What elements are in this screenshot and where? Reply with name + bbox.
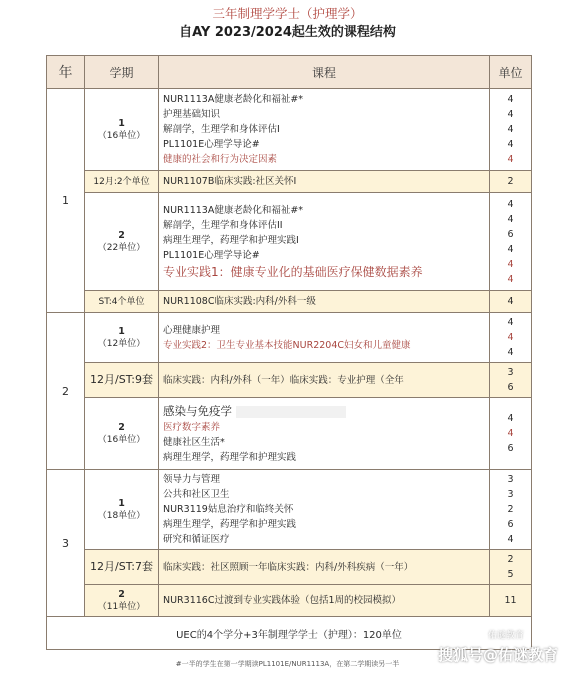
term-number: 2: [118, 229, 125, 241]
title-line-2: 自AY 2023/2024起生效的课程结构: [179, 25, 396, 40]
footnote: #一半的学生在第一学期读PL1101E/NUR1113A，在第二学期读另一半: [175, 660, 400, 668]
unit-list: [490, 398, 532, 470]
unit-value: 4: [507, 154, 514, 165]
term-cell: [85, 193, 159, 291]
term-units: （12单位）: [97, 338, 146, 349]
course-item: 临床实践：社区照顾一年临床实践：内科/外科疾病（一年）: [159, 550, 490, 585]
term-cell: [85, 398, 159, 470]
term-units: （11单位）: [97, 601, 146, 612]
course-item: NUR1107B临床实践:社区关怀I: [159, 171, 490, 193]
course-item: 领导力与管理: [163, 474, 221, 485]
course-item: PL1101E心理学导论#: [163, 249, 260, 261]
term-cell: [85, 585, 159, 617]
unit-list: [490, 550, 532, 585]
course-item: 心理健康护理: [163, 324, 221, 336]
course-list: [159, 89, 490, 171]
unit-value: 4: [507, 243, 514, 255]
year-cell: 2: [47, 313, 85, 470]
course-item: 专业实践2：卫生专业基本技能NUR2204C妇女和儿童健康: [163, 339, 411, 351]
unit-value: 4: [507, 198, 514, 210]
course-item: NUR3119姑息治疗和临终关怀: [163, 504, 294, 515]
unit-value: 4: [490, 291, 532, 313]
unit-value: 6: [507, 382, 514, 393]
course-item: PL1101E心理学导论#: [163, 139, 260, 150]
table-row: [47, 550, 532, 585]
course-list: [159, 398, 490, 470]
special-term-label: 12月:2个单位: [85, 171, 159, 193]
unit-list: [490, 313, 532, 363]
special-term-label: 12月/ST:7套: [85, 550, 159, 585]
table-row: [47, 313, 532, 363]
header-year: 年: [47, 56, 85, 89]
course-item: NUR3116C过渡到专业实践体验（包括1周的校园模拟）: [159, 585, 490, 617]
unit-value: 4: [507, 317, 514, 328]
watermark-logo-text: 佑谜教育: [488, 631, 525, 641]
special-term-label: ST:4个单位: [85, 291, 159, 313]
course-item: 护理基础知识: [163, 109, 221, 120]
watermark: 搜狐号@佑谜教育: [438, 646, 559, 664]
course-item: NUR1108C临床实践:内科/外科一级: [159, 291, 490, 313]
unit-value: 4: [507, 534, 514, 545]
course-list: [159, 193, 490, 291]
course-item: NUR1113A健康老龄化和福祉#*: [163, 204, 304, 216]
term-number: 1: [118, 325, 125, 337]
course-item: 公共和社区卫生: [163, 489, 230, 500]
total-summary: UEC的4个学分+3年制理学学士（护理）：120单位: [47, 617, 532, 650]
course-item: 解剖学，生理学和身体评估II: [163, 219, 283, 231]
header-row: [47, 56, 532, 89]
table-row: [47, 291, 532, 313]
unit-value: 6: [507, 228, 514, 240]
unit-value: 4: [507, 109, 514, 120]
course-item: 解剖学，生理学和身体评估I: [163, 124, 280, 135]
table-row: [47, 585, 532, 617]
unit-value: 4: [507, 273, 514, 285]
unit-value: 4: [507, 347, 514, 358]
unit-value: 3: [507, 489, 514, 500]
unit-value: 4: [507, 139, 514, 150]
course-structure-table: [46, 55, 532, 650]
unit-value: 11: [490, 585, 532, 617]
redaction-mask: [236, 406, 346, 418]
course-item: 医疗数字素养: [163, 422, 221, 433]
course-list: [159, 313, 490, 363]
unit-list: [490, 89, 532, 171]
course-item: 研究和循证医疗: [163, 534, 230, 545]
unit-value: 4: [507, 428, 514, 439]
unit-value: 6: [507, 519, 514, 530]
table-row: [47, 363, 532, 398]
unit-value: 2: [507, 504, 514, 515]
unit-list: [490, 470, 532, 550]
table-row: [47, 171, 532, 193]
table-row: [47, 89, 532, 171]
term-units: （22单位）: [97, 242, 146, 253]
unit-value: 5: [507, 569, 514, 580]
header-term: 学期: [85, 56, 159, 89]
unit-value: 4: [507, 124, 514, 135]
term-number: 2: [118, 421, 125, 433]
unit-value: 3: [507, 474, 514, 485]
unit-list: [490, 193, 532, 291]
title-line-1: 三年制理学学士（护理学）: [212, 6, 363, 21]
course-item: 健康社区生活*: [163, 437, 225, 448]
course-item: NUR1113A健康老龄化和福祉#*: [163, 94, 304, 105]
course-list: [159, 470, 490, 550]
course-item: 健康的社会和行为决定因素: [163, 154, 278, 165]
table-row: [47, 470, 532, 550]
header-units: 单位: [490, 56, 532, 89]
unit-list: [490, 363, 532, 398]
unit-value: 4: [507, 94, 514, 105]
course-item-text: 感染与免疫学: [163, 404, 232, 418]
table-row: [47, 193, 532, 291]
unit-value: 4: [507, 213, 514, 225]
year-cell: 1: [47, 89, 85, 313]
term-cell: [85, 470, 159, 550]
term-number: 1: [118, 497, 125, 509]
term-cell: [85, 89, 159, 171]
course-item: 病理生理学，药理学和护理实践: [163, 452, 297, 463]
special-term-label: 12月/ST:9套: [85, 363, 159, 398]
term-cell: [85, 313, 159, 363]
term-number: 2: [118, 588, 125, 600]
unit-value: 2: [490, 171, 532, 193]
term-units: （18单位）: [97, 510, 146, 521]
unit-value: 3: [507, 367, 514, 378]
unit-value: 6: [507, 443, 514, 454]
term-units: （16单位）: [97, 130, 146, 141]
unit-value: 2: [507, 554, 514, 565]
course-item: 病理生理学，药理学和护理实践: [163, 519, 297, 530]
term-number: 1: [118, 117, 125, 129]
course-item: 临床实践：内科/外科（一年）临床实践：专业护理（全年: [159, 363, 490, 398]
course-item: [163, 402, 485, 420]
table-row: [47, 398, 532, 470]
unit-value: 4: [507, 258, 514, 270]
course-item: 专业实践1：健康专业化的基础医疗保健数据素养: [163, 264, 423, 279]
year-cell: 3: [47, 470, 85, 617]
unit-value: 4: [507, 332, 514, 343]
unit-value: 4: [507, 413, 514, 424]
course-item: 病理生理学，药理学和护理实践I: [163, 234, 299, 246]
header-course: 课程: [159, 56, 490, 89]
term-units: （16单位）: [97, 434, 146, 445]
